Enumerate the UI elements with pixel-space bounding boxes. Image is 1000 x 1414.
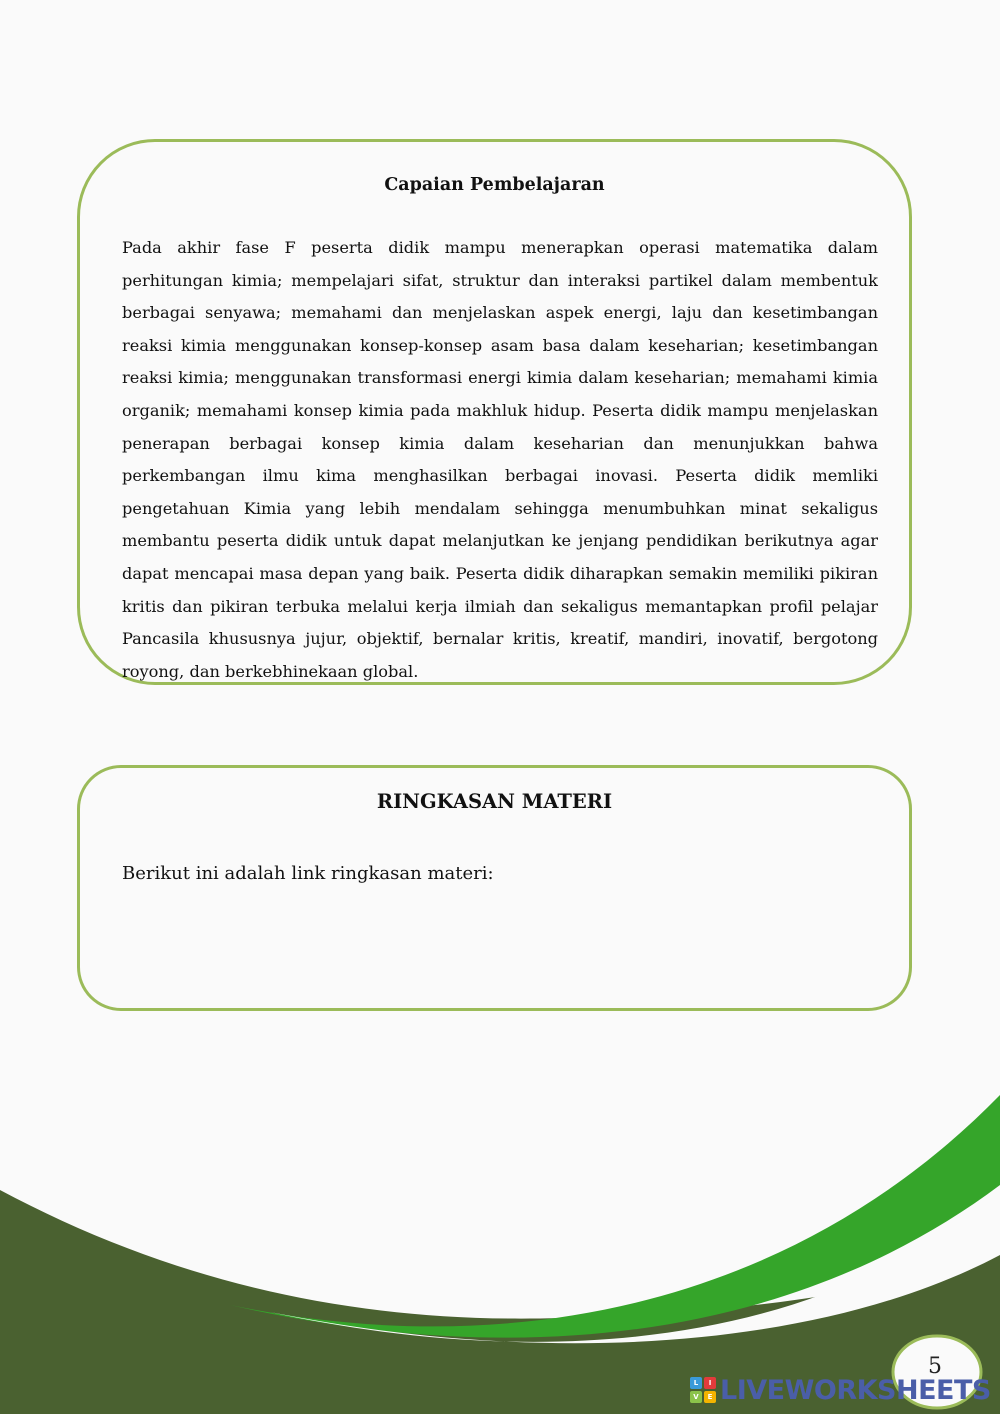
liveworksheets-brand[interactable]	[690, 1373, 991, 1407]
ringkasan-materi-box	[77, 765, 912, 1011]
logo-letter-v: V	[690, 1391, 702, 1403]
logo-letter-l: L	[690, 1377, 702, 1389]
logo-letter-i: I	[704, 1377, 716, 1389]
liveworksheets-wordmark: LIVEWORKSHEETS	[720, 1374, 991, 1406]
capaian-pembelajaran-title: Capaian Pembelajaran	[384, 175, 605, 195]
capaian-pembelajaran-text: Pada akhir fase F peserta didik mampu menerapkan operasi matematika dalam perhitungan kimia; mempelajari sifat, struktur dan interaksi partikel dalam membentuk berbagai senyawa; memahami dan menjelaskan aspek energi, laju dan kesetimbangan reaksi kimia menggunakan konsep-konsep asam basa dalam keseharian; kesetimbangan reaksi kimia; menggunakan transformasi energi kimia dalam keseharian; memahami kimia organik; memahami konsep kimia pada makhluk hidup. Peserta didik mampu menjelaskan penerapan berbagai konsep kimia dalam keseharian dan menunjukkan bahwa perkembangan ilmu kima menghasilkan berbagai inovasi. Peserta didik memliki pengetahuan Kimia yang lebih mendalam sehingga menumbuhkan minat sekaligus membantu peserta didik untuk dapat melanjutkan ke jenjang pendidikan berikutnya agar dapat mencapai masa depan yang baik. Peserta didik diharapkan semakin memiliki pikiran kritis dan pikiran terbuka melalui kerja ilmiah dan sekaligus memantapkan profil pelajar Pancasila khususnya jujur, objektif, bernalar kritis, kreatif, mandiri, inovatif, bergotong royong, dan berkebhinekaan global.	[122, 238, 878, 681]
ringkasan-materi-title: RINGKASAN MATERI	[376, 790, 613, 813]
page-number: 5	[928, 1354, 942, 1379]
liveworksheets-logo-icon	[690, 1377, 716, 1403]
ringkasan-materi-text: Berikut ini adalah link ringkasan materi:	[122, 863, 494, 884]
capaian-pembelajaran-box	[77, 139, 912, 685]
logo-letter-e: E	[704, 1391, 716, 1403]
